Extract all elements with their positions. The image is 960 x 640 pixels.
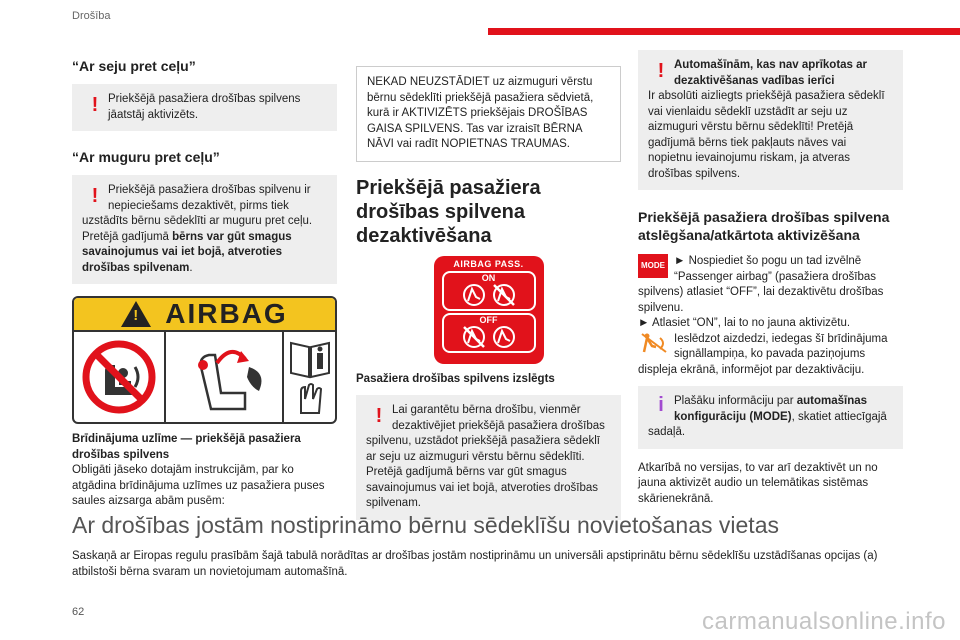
child-safety-warning: ! Lai garantētu bērna drošību, vienmēr dezaktivējiet priekšējā pasažiera drošības spilvenu, uzstādot priekšējā pasažiera sēdeklī ar seju uz aizmuguri vērstu bērnu sēdeklīti. Pretējā gadījumā bērns var gūt smagus savainojumus vai iet bojā, atveroties drošības spilvenam. [356,395,621,520]
airbag-deploy-seat-icon [166,332,284,422]
info-icon: i [658,394,664,416]
page-number: 62 [72,606,85,618]
column-1 [72,50,337,510]
read-manual-icon [284,332,335,422]
label-caption: Brīdinājuma uzlīme — priekšējā pasažiera drošības spilvens Obligāti jāseko dotajām instrukcijām, par ko atgādina brīdinājuma uzlīmes uz pasažiera puses saules aizsarga abām pusēm: [72,433,325,507]
no-control-warning: ! Automašīnām, kas nav aprīkotas ar dezaktivēšanas vadības ierīci Ir absolūti aizliegts priekšējā pasažiera sēdeklī vai vienlaidu sēdeklī uzstādīt ar seju uz aizmuguri vērstu bērnu sēdeklīti! Pretējā gadījumā bērns tiek pakļauts nāves vai nopietnu ievainojumu riskam, ja atveras drošības spilvens. [638,50,903,190]
info-note: i Plašāku informāciju par automašīnas konfigurāciju (MODE), skatiet attiecīgajā sadaļā. [638,386,903,449]
column-3 [638,50,903,507]
cluster-caption: Pasažiera drošības spilvens izslēgts [356,372,555,385]
cluster-off-row: OFF [442,313,536,353]
no-rear-seat-icon [74,332,166,422]
airbag-lamp-icon [638,332,668,354]
section-title: Ar drošības jostām nostiprināmo bērnu sēdeklīšu novietošanas vietas [72,512,779,538]
heading-facing: “Ar seju pret ceļu” [72,58,196,74]
note-facing: ! Priekšējā pasažiera drošības spilvens jāatstāj aktivizēts. [72,84,337,131]
airbag-warning-label [72,296,337,424]
warning-icon: ! [375,405,383,427]
section-text: Saskaņā ar Eiropas regulu prasībām šajā tabulā norādītas ar drošības jostām nostiprināmu un universāli apstiprinātu bērnu sēdeklīšu uzstādīšanas opcijas (a) atbilstoši bērna svaram un novietojumam automašīnā. [72,550,878,578]
heading-deactivation: Priekšējā pasažiera drošības spilvena dezaktivēšana [356,176,541,247]
touchscreen-note: Atkarībā no versijas, to var arī dezaktivēt un no jauna aktivizēt audio un telemātikas sistēmas skārienekrānā. [638,461,878,505]
step-2: ► Atlasiet “ON”, lai to no jauna aktivizētu. [638,317,851,329]
cluster-on-row: ON [442,271,536,311]
watermark: carmanualsonline.info [702,608,946,635]
warning-icon: ! [657,60,665,82]
mode-button-icon: MODE [638,254,668,278]
running-header: Drošība [72,10,111,22]
heading-rear: “Ar muguru pret ceļu” [72,149,220,165]
warning-icon: ! [91,94,99,116]
warning-triangle-icon [121,301,151,327]
airbag-label-word: AIRBAG [165,298,288,329]
step-1: MODE ► Nospiediet šo pogu un tad izvēlnē “Passenger airbag” (pasažiera drošības spilvens) atlasiet “OFF”, lai dezaktivētu drošības spilvenu. [638,255,884,314]
note-rear: ! Priekšējā pasažiera drošības spilvenu ir nepieciešams dezaktivēt, pirms tiek uzstādīts bērnu sēdeklīti ar muguru pret ceļu. Pretējā gadījumā bērns var gūt smagus savainojumus vai iet bojā, atveroties drošības spilvenam. [72,175,337,284]
heading-toggle: Priekšējā pasažiera drošības spilvena atslēgšana/atkārtota aktivizēšana [638,209,890,243]
header-accent-bar [488,28,960,35]
column-2 [356,50,621,532]
airbag-status-cluster [434,256,544,364]
never-warning-box: NEKAD NEUZSTĀDIET uz aizmuguri vērstu bērnu sēdeklīti priekšējā pasažiera sēdvietā, kurā ir AKTIVIZĒTS priekšējais DROŠĪBAS GAISA SPILVENS. Tas var izraisīt BĒRNA NĀVI vai radīt NOPIETNAS TRAUMAS. [356,66,621,162]
warning-icon: ! [91,185,99,207]
lamp-note: Ieslēdzot aizdedzi, iedegas šī brīdinājuma signāllampiņa, ko pavada paziņojums displeja ekrānā, informējot par dezaktivāciju. [638,332,888,376]
cluster-label: AIRBAG PASS. [453,258,524,269]
